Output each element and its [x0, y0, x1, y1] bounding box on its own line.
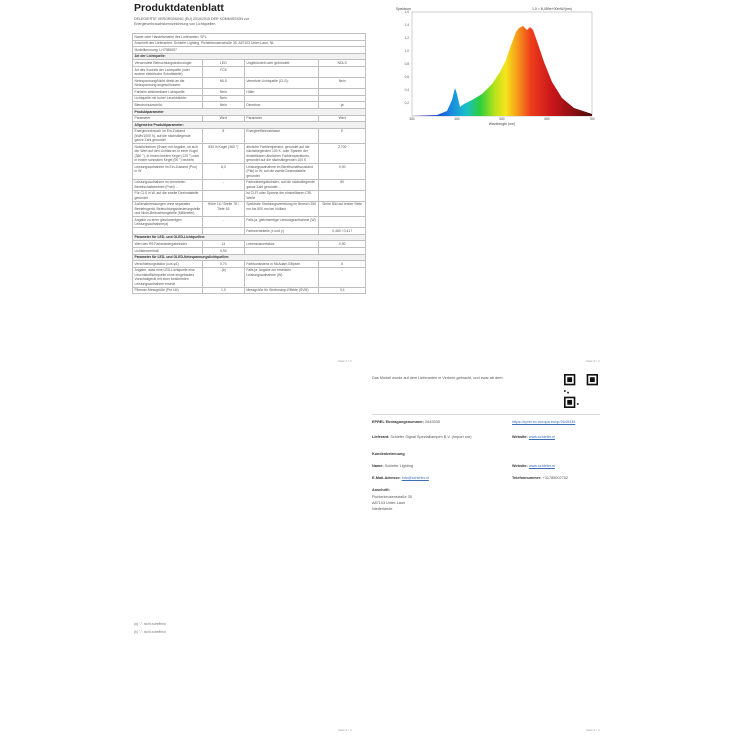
table-row	[133, 261, 366, 268]
table-row	[133, 115, 366, 122]
table-cell: 830 in Kugel (360 °)	[202, 144, 244, 164]
footnote-a: (a) "-": nicht zutreffend	[134, 622, 166, 626]
table-cell: MLS	[202, 78, 244, 89]
table-row	[133, 102, 366, 109]
table-cell: -	[202, 179, 244, 190]
table-row	[133, 60, 366, 67]
table-cell: -	[202, 217, 244, 228]
table-cell: Außenabmessungen ohne separates Betriebsgerät, Beleuchtungssteuerungsteile und Nicht-Beleuchtungsteile (Millimeter)	[133, 201, 203, 216]
address-line: A87103 Unter-Laun	[372, 501, 406, 505]
table-cell: Hülle:	[244, 89, 319, 96]
divider	[372, 414, 600, 415]
table-cell	[319, 67, 366, 78]
table-cell: Allgemeine Produktparameter:	[133, 122, 366, 129]
datasheet-page-1	[128, 0, 369, 736]
address-label: Anschrift:	[372, 488, 390, 492]
table-cell: ist CLFI oder Spanne der einstellbaren CRI-Werte	[244, 190, 319, 201]
table-cell: 0,90	[319, 241, 366, 248]
table-cell: Verwendete Beleuchtungstechnologie:	[133, 60, 203, 67]
table-cell: Farbwertanteile (x und y)	[244, 228, 319, 235]
customer-service-heading: Kundenbetreuung	[372, 452, 405, 456]
table-row	[133, 128, 366, 143]
table-cell: Anschrift des Lieferanten: Schiefer Lighting, Pichlerkeusenstraße 35, A87103 Unter-Laun, NL	[133, 40, 366, 47]
table-cell: Farbkonsistenz in McAdam-Ellipsen	[244, 261, 319, 268]
page-number: Seite 4 / 4	[586, 728, 600, 732]
table-cell	[133, 228, 203, 235]
x-axis-label: Wavelength (nm)	[488, 122, 516, 126]
table-cell: Verschiebungsfaktor (cos φ1)	[133, 261, 203, 268]
qr-code-icon[interactable]	[564, 374, 598, 408]
table-cell	[244, 67, 319, 78]
table-cell: FC5	[202, 67, 244, 78]
table-cell: Farbwiedergabeindex, auf die nächstliegende ganze Zahl gerundet ...	[244, 179, 319, 190]
table-row	[133, 267, 366, 287]
name-value: Schiefer Lighting	[384, 464, 413, 468]
table-cell	[244, 247, 319, 254]
table-row	[133, 78, 366, 89]
y-tick-label: 0,8	[404, 62, 409, 67]
y-tick-label: 1,2	[404, 36, 409, 41]
table-cell: Höhe 16 / Breite 78 / Tiefe 16	[202, 201, 244, 216]
eprel-label: EPREL Eintragungsnummer:	[372, 420, 425, 424]
market-date-text: Das Modell wurde auf dem Lieferanten in Verkehr gebracht, und zwar ab dem:	[372, 376, 504, 380]
table-cell: Wert	[319, 115, 366, 122]
table-row	[133, 190, 366, 201]
y-tick-label: 1,4	[404, 23, 409, 28]
table-row	[133, 34, 366, 41]
table-cell: -	[319, 267, 366, 287]
table-cell: 80	[319, 179, 366, 190]
email-label: E-Mail-Adresse:	[372, 476, 401, 480]
table-cell: Angabe, dass eine LED-Lichtquelle eine Leuchtstofflichtquelle ohne eingebautes Vorschaltgerät mit einer bestimmten Leistungsaufnahme ersetzt	[133, 267, 203, 287]
table-cell: Falls ja: Angabe zur ersetzten Leistungsaufnahme (W)	[244, 267, 319, 287]
email-link[interactable]: info@schiefer.nl	[401, 476, 429, 480]
page-number: Seite 3 / 4	[586, 359, 600, 363]
phone-label: Telefonnummer:	[512, 476, 542, 480]
table-cell: Modellkennung: LH7985057	[133, 47, 366, 54]
section-header-row	[133, 122, 366, 129]
table-cell: Leistungsaufnahme im vernetzten Bereitschaftsbetrieb (Pnet) ...	[133, 179, 203, 190]
table-cell: 0,93	[202, 247, 244, 254]
table-cell: Blendschutzschild:	[133, 102, 203, 109]
table-cell: Flimmer-Messgröße (Pst LM)	[133, 287, 203, 294]
table-cell	[319, 95, 366, 102]
product-info-table	[132, 33, 366, 294]
x-tick-label: 480	[454, 117, 460, 121]
table-row	[133, 228, 366, 235]
supplier-value: Schiefer Signal Spezialllampen B.V. (Import nur)	[390, 435, 472, 439]
table-row	[133, 95, 366, 102]
eprel-value: 2649335	[425, 420, 440, 424]
table-cell: Energieverbrauch im Ein-Zustand (kWh/1000 h), auf die nächstliegende ganze Zahl gerundet	[133, 128, 203, 143]
page-title: Produktdatenblatt	[134, 2, 224, 14]
chart-legend: 1,0 = 8,459e+00mW/(nm)	[532, 7, 572, 11]
x-tick-label: 780	[589, 117, 595, 121]
table-cell: -(b)	[202, 267, 244, 287]
table-cell: 0,460 / 0,417	[319, 228, 366, 235]
y-tick-label: 0,2	[404, 101, 409, 106]
table-cell: Energieeffizienzklasse	[244, 128, 319, 143]
address-line: Niederlande	[372, 507, 393, 511]
spectral-distribution-chart	[392, 4, 598, 128]
table-cell: LED	[202, 60, 244, 67]
table-cell: Farbsim abstimmbare Lichtquelle:	[133, 89, 203, 96]
table-cell: Vernetzte Lichtquelle (CLS):	[244, 78, 319, 89]
table-cell: Nutzlichtstrom (Φuse) mit Angabe, ob sich der Wert auf den Lichtstrom in einer Kugel (360 °), in einem breiten Kegel (120 °) oder in einem schmalen Kegel (90 °) bezieht	[133, 144, 203, 164]
table-cell: Lebensdauerfaktor	[244, 241, 319, 248]
table-cell: 1,0	[202, 287, 244, 294]
table-cell: Parameter für LED- und OLED-Netzspannungslichtquellen:	[133, 254, 366, 261]
table-cell: 0,00	[319, 164, 366, 179]
table-cell: Art des Sockels der Lichtquelle (oder andere elektrische Schnittstelle)	[133, 67, 203, 78]
section-header-row	[133, 234, 366, 241]
datasheet-page-spectrum	[368, 0, 606, 368]
x-tick-label: 580	[499, 117, 505, 121]
page-number: Seite 4 / 4	[338, 728, 352, 732]
table-cell: Spektrale Strahlungsverteilung im Bereich 250 nm bis 800 nm bei Volllast	[244, 201, 319, 216]
table-row	[133, 47, 366, 54]
table-cell: 6	[319, 261, 366, 268]
website-link[interactable]: www.schiefer.nl	[528, 435, 555, 439]
table-cell	[319, 190, 366, 201]
y-tick-label: 1,0	[404, 49, 409, 54]
website2-label: Website:	[512, 464, 528, 468]
table-cell: Nein	[202, 95, 244, 102]
table-cell: Parameter	[133, 115, 203, 122]
table-cell	[202, 228, 244, 235]
table-cell: Falls ja, gleichwertige Leistungsaufnahme (W)	[244, 217, 319, 228]
table-cell: Dimmbar:	[244, 102, 319, 109]
table-cell: ja	[319, 102, 366, 109]
table-cell: Ungebündelt oder gebündelt:	[244, 60, 319, 67]
table-cell: 0,70	[202, 261, 244, 268]
table-cell: 2.700	[319, 144, 366, 164]
table-cell: 14	[202, 241, 244, 248]
table-cell: Art der Lichtquelle:	[133, 53, 366, 60]
table-cell: 0,4	[319, 287, 366, 294]
table-cell	[319, 89, 366, 96]
x-tick-label: 680	[544, 117, 550, 121]
table-cell: Leistungsaufnahme im Ein-Zustand (Pon) in W	[133, 164, 203, 179]
table-cell: Lichtstromerhalt	[133, 247, 203, 254]
table-row	[133, 164, 366, 179]
table-cell: Wert	[202, 115, 244, 122]
section-header-row	[133, 254, 366, 261]
table-row	[133, 89, 366, 96]
table-cell: E	[319, 128, 366, 143]
table-row	[133, 201, 366, 216]
table-cell: Lichtquelle mit hoher Leuchtdichte:	[133, 95, 203, 102]
table-row	[133, 287, 366, 294]
table-cell: Netzspannung/Nicht direkt an die Netzspannung angeschlossen:	[133, 78, 203, 89]
table-row	[133, 40, 366, 47]
table-row	[133, 144, 366, 164]
table-cell: Name oder Handelsmarke des Lieferanten: SPL	[133, 34, 366, 41]
table-cell: NDLS	[319, 60, 366, 67]
table-row	[133, 179, 366, 190]
page-number: Seite 1 / 4	[338, 359, 352, 363]
table-cell	[319, 217, 366, 228]
table-cell: ähnliche Farbtemperatur, gerundet auf die nächstliegenden 100 K, oder Spanne der einstellbaren ähnlichen Farbtemperaturen, gerundet auf die nächstliegenden 100 K	[244, 144, 319, 164]
table-row	[133, 67, 366, 78]
table-row	[133, 217, 366, 228]
address-line: Pichlerkeusenstraße 35	[372, 495, 412, 499]
section-header-row	[133, 108, 366, 115]
table-cell: Parameter für LED- und OLED-Lichtquellen:	[133, 234, 366, 241]
y-tick-label: 1,6	[404, 10, 409, 15]
table-cell: Für CLS in W, auf die zweite Dezimalstelle gerundet	[133, 190, 203, 201]
table-cell	[202, 190, 244, 201]
table-cell: 8,3	[202, 164, 244, 179]
website-label: Website:	[512, 435, 528, 439]
table-cell	[244, 95, 319, 102]
table-cell: Siehe Bild auf letzter Seite	[319, 201, 366, 216]
x-tick-label: 380	[409, 117, 415, 121]
name-label: Name:	[372, 464, 384, 468]
table-cell: Parameter	[244, 115, 319, 122]
table-cell: Nein	[202, 102, 244, 109]
table-row	[133, 247, 366, 254]
regulation-subtitle: DELEGIERTE VERORDNUNG (EU) 2019/2015 DER KOMMISSION zur Energieverbrauchskennzeichnung von Lichtquellen	[134, 17, 249, 26]
y-tick-label: 0,6	[404, 75, 409, 80]
table-cell: Produktparameter	[133, 108, 366, 115]
chart-corner-label: Spektrum	[396, 7, 411, 11]
table-cell: Leistungsaufnahme im Bereitschaftszustand (Psb) in W, auf die zweite Dezimalstelle gerundet	[244, 164, 319, 179]
phone-value: +31785002752	[542, 476, 568, 480]
footnote-b: (b) "-": nicht zutreffend	[134, 630, 166, 634]
website2-link[interactable]: www.schiefer.nl	[528, 464, 555, 468]
eprel-link[interactable]: https://eprel.ec.europa.eu/qr/2649335	[512, 420, 576, 424]
y-tick-label: 0,4	[404, 88, 409, 93]
table-cell: Angabe zu einer gleichwertigen Leistungsaufnahme(a)	[133, 217, 203, 228]
table-cell: Messgröße für Stroboskop-Effekte (SVM)	[244, 287, 319, 294]
table-row	[133, 241, 366, 248]
table-cell: Nein	[202, 89, 244, 96]
section-header-row	[133, 53, 366, 60]
table-cell: Wert des R9-Farbwiedergabeindex	[133, 241, 203, 248]
datasheet-page-contact	[368, 368, 606, 736]
supplier-label: Lieferant:	[372, 435, 390, 439]
table-cell: 8	[202, 128, 244, 143]
table-cell: Nein	[319, 78, 366, 89]
table-cell	[319, 247, 366, 254]
